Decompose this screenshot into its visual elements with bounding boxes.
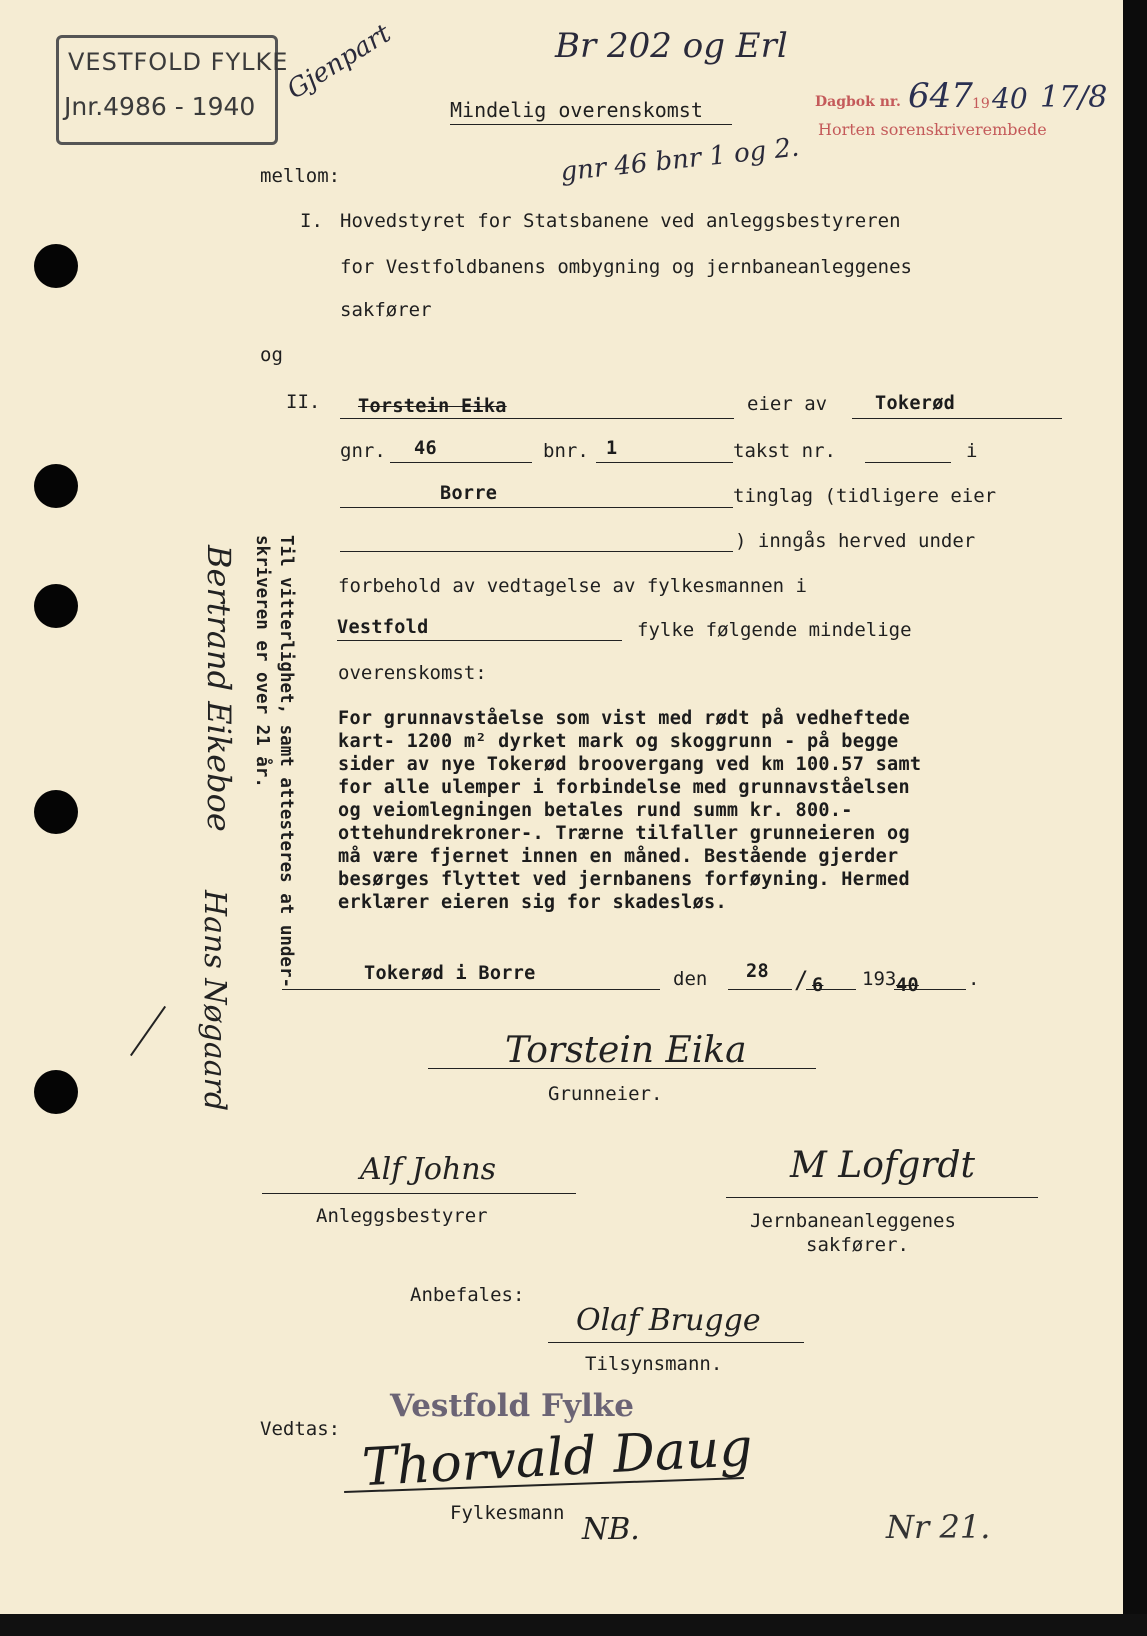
landowner-signature: Torstein Eika [505, 1030, 747, 1071]
county-line [337, 640, 622, 641]
party-2-number: II. [286, 391, 321, 413]
supervisor-label: Tilsynsmann. [585, 1353, 723, 1375]
party-1-line-1: Hovedstyret for Statsbanene ved anleggsbestyreren [340, 210, 901, 232]
witness-note-line-2: skriveren er over 21 år. [252, 535, 272, 788]
tinglag-label: tinglag (tidligere eier [733, 485, 997, 507]
tinglag-value: Borre [440, 483, 498, 504]
legal-agent-signature: M Lofgrdt [790, 1145, 975, 1186]
gnr-line [390, 462, 532, 463]
bnr-label: bnr. [543, 440, 589, 462]
punch-hole [34, 584, 78, 628]
landowner-label: Grunneier. [548, 1083, 663, 1105]
county-label: fylke følgende mindelige [637, 619, 912, 641]
title-underline [450, 124, 732, 125]
party-1-line-3: sakfører [340, 299, 432, 321]
county-governor-signature: Thorvald Daug [360, 1417, 754, 1499]
date-day: 28 [746, 961, 769, 982]
punch-hole [34, 244, 78, 288]
witness-signature-stroke [130, 1006, 166, 1056]
handwritten-copy-note: Gjenpart [282, 18, 397, 106]
punch-hole [34, 464, 78, 508]
gnr-label: gnr. [340, 440, 386, 462]
entered-under-label: ) inngås herved under [735, 530, 976, 552]
punch-hole [34, 1070, 78, 1114]
county-stamp: Vestfold Fylke [390, 1388, 634, 1424]
construction-manager-label: Anleggsbestyrer [316, 1205, 488, 1227]
date-month-line [806, 989, 856, 990]
terms-line: kart- 1200 m² dyrket mark og skoggrunn - på begge [338, 731, 899, 752]
party-1-line-2: for Vestfoldbanens ombygning og jernbaneanleggenes [340, 256, 912, 278]
property-line [852, 418, 1062, 419]
terms-line: må være fjernet innen en måned. Bestående gjerder [338, 846, 899, 867]
gnr-value: 46 [414, 438, 437, 459]
date-year-line [894, 989, 966, 990]
owner-name-line [340, 418, 734, 419]
page-number-note: Nr 21. [886, 1508, 991, 1546]
stamp-county: VESTFOLD FYLKE [68, 48, 289, 76]
handwritten-gnr-note: gnr 46 bnr 1 og 2. [559, 132, 801, 188]
supervisor-line [548, 1342, 804, 1343]
terms-line: For grunnavståelse som vist med rødt på vedheftede [338, 708, 910, 729]
construction-manager-line [262, 1193, 576, 1194]
takst-line [865, 462, 951, 463]
place-line [282, 989, 660, 990]
between-label: mellom: [260, 165, 341, 187]
handwritten-reference: Br 202 og Erl [555, 26, 788, 66]
scan-edge-right [1123, 0, 1147, 1636]
owner-name: Torstein Eika [358, 396, 507, 417]
supervisor-signature: Olaf Brugge [576, 1303, 761, 1338]
terms-line: besørges flyttet ved jernbanens forføyning. Hermed [338, 869, 910, 890]
witness-signature-2: Hans Nøgaard [197, 890, 232, 1112]
scan-edge-bottom [0, 1614, 1147, 1636]
terms-line: ottehundrekroner-. Trærne tilfaller grunneieren og [338, 823, 910, 844]
terms-line: for alle ulemper i forbindelse med grunnavståelsen [338, 777, 910, 798]
place-value: Tokerød i Borre [364, 963, 536, 984]
punch-hole [34, 790, 78, 834]
terms-line: og veiomlegningen betales rund summ kr. 800.- [338, 800, 853, 821]
witness-signature-1: Bertrand Eikeboe [200, 545, 238, 832]
landowner-signature-line [428, 1068, 816, 1069]
takst-label: takst nr. [733, 440, 836, 462]
in-label: i [966, 440, 978, 462]
document-title: Mindelig overenskomst [450, 98, 703, 122]
bnr-line [596, 462, 733, 463]
terms-line: erklærer eieren sig for skadesløs. [338, 892, 727, 913]
adopted-label: Vedtas: [260, 1418, 341, 1440]
construction-manager-signature: Alf Johns [360, 1152, 497, 1187]
legal-agent-label-2: sakfører. [806, 1234, 909, 1256]
previous-owner-line [340, 551, 733, 552]
dagbok-label: Dagbok nr. [815, 94, 901, 110]
owner-of-label: eier av [747, 393, 828, 415]
tinglag-line [340, 507, 733, 508]
initials: NB. [582, 1512, 640, 1547]
date-year-prefix: 193 [862, 968, 897, 990]
dagbok-year-label: 19 [972, 96, 990, 112]
dagbok-year: 40 [992, 82, 1028, 115]
date-label: den [673, 968, 708, 990]
date-year-suffix: 40 [896, 975, 919, 996]
county-governor-label: Fylkesmann [450, 1502, 565, 1524]
stamp-journal-number: Jnr.4986 - 1940 [64, 92, 256, 121]
legal-agent-label-1: Jernbaneanleggenes [750, 1210, 956, 1232]
bnr-value: 1 [606, 438, 618, 459]
party-1-number: I. [300, 210, 323, 232]
recommended-label: Anbefales: [410, 1284, 525, 1306]
county-value: Vestfold [337, 617, 429, 638]
property-name: Tokerød [875, 393, 956, 414]
date-slash: / [794, 966, 809, 994]
and-label: og [260, 344, 283, 366]
date-day-line [728, 989, 792, 990]
dagbok-office: Horten sorenskriverembede [818, 120, 1047, 139]
reservation-text: forbehold av vedtagelse av fylkesmannen i [338, 575, 807, 597]
date-period: . [968, 968, 980, 990]
legal-agent-line [726, 1197, 1038, 1198]
date-month: 6 [812, 975, 824, 996]
agreement-label: overenskomst: [338, 662, 487, 684]
witness-note-line-1: Til vitterlighet, samt attesteres at under- [276, 535, 296, 989]
dagbok-date: 17/8 [1040, 80, 1108, 115]
dagbok-number: 647 [908, 76, 973, 116]
terms-line: sider av nye Tokerød broovergang ved km 100.57 samt [338, 754, 922, 775]
